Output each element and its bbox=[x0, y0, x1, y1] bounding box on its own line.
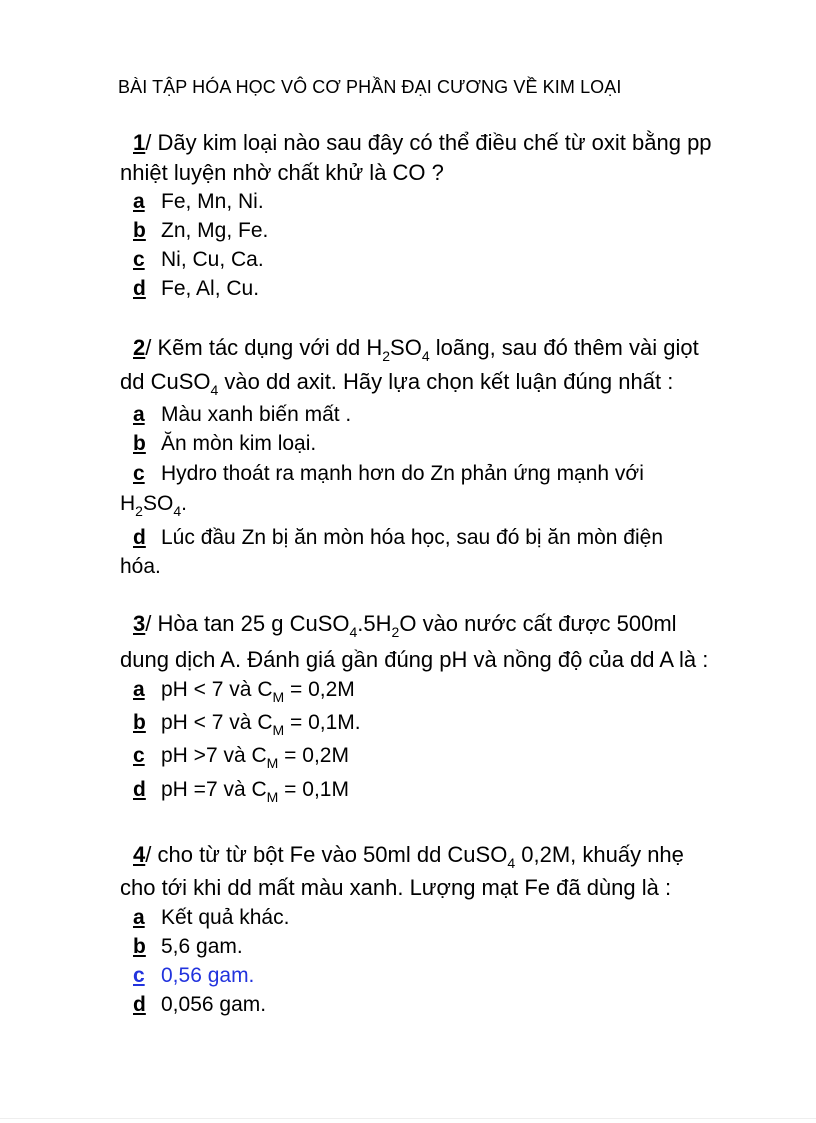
question-1-number: 1 bbox=[133, 130, 146, 155]
question-2-text-1c: loãng, sau đó thêm vài giọt bbox=[429, 335, 699, 360]
question-2-stem-line-2 bbox=[120, 367, 673, 397]
option-letter: d bbox=[133, 277, 146, 300]
option-text: pH < 7 và bbox=[161, 678, 258, 701]
subscript: 4 bbox=[349, 624, 358, 640]
option-letter: b bbox=[133, 711, 146, 734]
option-text: Zn, Mg, Fe. bbox=[161, 219, 269, 242]
question-3-option-b[interactable] bbox=[133, 708, 361, 737]
question-3-text-1a: Hòa tan 25 g CuSO bbox=[157, 611, 350, 636]
concentration-symbol: C bbox=[257, 711, 273, 734]
question-1-option-c[interactable] bbox=[133, 245, 264, 274]
option-text: 5,6 gam. bbox=[161, 935, 243, 958]
option-letter: d bbox=[133, 778, 146, 801]
question-3-text-1c: O vào nước cất được 500ml bbox=[399, 611, 677, 636]
question-1-option-a[interactable] bbox=[133, 187, 264, 216]
option-text: Fe, Al, Cu. bbox=[161, 277, 260, 300]
question-1-stem-line-2: nhiệt luyện nhờ chất khử là CO ? bbox=[120, 160, 444, 185]
question-3-stem-line-1 bbox=[133, 609, 677, 639]
question-1-option-d[interactable] bbox=[133, 274, 259, 303]
question-4-option-a[interactable] bbox=[133, 903, 289, 932]
question-4-option-d[interactable] bbox=[133, 990, 266, 1019]
page-bottom-divider bbox=[0, 1118, 816, 1119]
question-1-text-1: Dãy kim loại nào sau đây có thể điều chế từ oxit bằng pp bbox=[157, 130, 712, 155]
question-3-separator: / bbox=[145, 611, 158, 636]
option-text: pH =7 và bbox=[161, 778, 252, 801]
option-letter: c bbox=[133, 248, 145, 271]
option-text: Ăn mòn kim loại. bbox=[161, 432, 317, 455]
subscript: 2 bbox=[382, 348, 391, 364]
option-text: Lúc đầu Zn bị ăn mòn hóa học, sau đó bị ăn mòn điện bbox=[161, 526, 664, 549]
option-text: Ni, Cu, Ca. bbox=[161, 248, 264, 271]
question-2-separator: / bbox=[145, 335, 158, 360]
option-letter: d bbox=[133, 993, 146, 1016]
option-letter: c bbox=[133, 462, 145, 485]
option-text: pH >7 và bbox=[161, 744, 252, 767]
subscript: M bbox=[266, 789, 279, 805]
subscript: 4 bbox=[210, 382, 219, 398]
question-4-text-1a: cho từ từ bột Fe vào 50ml dd CuSO bbox=[157, 842, 508, 867]
option-text: Fe, Mn, Ni. bbox=[161, 190, 264, 213]
subscript: M bbox=[272, 689, 285, 705]
option-letter: a bbox=[133, 678, 145, 701]
question-1-separator: / bbox=[145, 130, 158, 155]
option-text: = 0,2M bbox=[284, 678, 355, 701]
option-text: = 0,1M bbox=[278, 778, 349, 801]
question-2-stem-line-1 bbox=[133, 333, 699, 363]
formula-part: H bbox=[120, 492, 136, 515]
question-3-text-1b: .5H bbox=[357, 611, 392, 636]
formula-part: . bbox=[181, 492, 187, 515]
subscript: 4 bbox=[507, 855, 516, 871]
subscript: M bbox=[266, 755, 279, 771]
question-4-number: 4 bbox=[133, 842, 146, 867]
question-2-option-d[interactable] bbox=[133, 523, 663, 552]
concentration-symbol: C bbox=[251, 744, 267, 767]
subscript: 2 bbox=[391, 624, 400, 640]
option-letter: b bbox=[133, 935, 146, 958]
question-3-option-a[interactable] bbox=[133, 675, 355, 704]
option-letter: a bbox=[133, 403, 145, 426]
option-text: Kết quả khác. bbox=[161, 906, 290, 929]
question-2-option-d-continuation: hóa. bbox=[120, 555, 161, 578]
subscript: 4 bbox=[421, 348, 430, 364]
question-2-option-c[interactable] bbox=[133, 459, 644, 488]
question-3-option-d[interactable] bbox=[133, 775, 349, 804]
option-letter: b bbox=[133, 219, 146, 242]
subscript: 4 bbox=[173, 503, 182, 519]
concentration-symbol: C bbox=[257, 678, 273, 701]
question-3-number: 3 bbox=[133, 611, 146, 636]
subscript: 2 bbox=[135, 503, 143, 519]
option-text: 0,056 gam. bbox=[161, 993, 267, 1016]
question-2-option-c-continuation bbox=[120, 489, 187, 518]
option-letter: b bbox=[133, 432, 146, 455]
option-letter: c bbox=[133, 964, 145, 987]
question-4-stem-line-2: cho tới khi dd mất màu xanh. Lượng mạt Fe đã dùng là : bbox=[120, 875, 672, 900]
question-4-stem-line-1 bbox=[133, 840, 684, 870]
question-4-option-c[interactable] bbox=[133, 961, 254, 990]
question-3-stem-line-2: dung dịch A. Đánh giá gần đúng pH và nồng độ của dd A là : bbox=[120, 647, 709, 672]
question-1-option-b[interactable] bbox=[133, 216, 268, 245]
option-letter: a bbox=[133, 906, 145, 929]
question-1-stem-line-1 bbox=[133, 128, 712, 158]
question-2-number: 2 bbox=[133, 335, 146, 360]
option-letter: a bbox=[133, 190, 145, 213]
option-text: pH < 7 và bbox=[161, 711, 258, 734]
question-2-option-b[interactable] bbox=[133, 429, 316, 458]
option-text: = 0,1M. bbox=[284, 711, 361, 734]
concentration-symbol: C bbox=[251, 778, 267, 801]
question-2-text-2b: vào dd axit. Hãy lựa chọn kết luận đúng nhất : bbox=[218, 369, 674, 394]
question-3-option-c[interactable] bbox=[133, 741, 349, 770]
option-text: Hydro thoát ra mạnh hơn do Zn phản ứng mạnh với bbox=[161, 462, 644, 485]
question-4-separator: / bbox=[145, 842, 158, 867]
option-letter: d bbox=[133, 526, 146, 549]
option-letter: c bbox=[133, 744, 145, 767]
question-4-option-b[interactable] bbox=[133, 932, 243, 961]
option-text: = 0,2M bbox=[278, 744, 349, 767]
document-title: BÀI TẬP HÓA HỌC VÔ CƠ PHẦN ĐẠI CƯƠNG VỀ KIM LOẠI bbox=[118, 77, 622, 97]
question-2-text-1b: SO bbox=[390, 335, 422, 360]
option-text: Màu xanh biến mất . bbox=[161, 403, 352, 426]
question-2-text-1a: Kẽm tác dụng với dd H bbox=[157, 335, 383, 360]
formula-part: SO bbox=[142, 492, 174, 515]
question-2-option-a[interactable] bbox=[133, 400, 351, 429]
question-4-text-1b: 0,2M, khuấy nhẹ bbox=[515, 842, 684, 867]
question-2-text-2a: dd CuSO bbox=[120, 369, 211, 394]
subscript: M bbox=[272, 722, 285, 738]
option-text: 0,56 gam. bbox=[161, 964, 255, 987]
